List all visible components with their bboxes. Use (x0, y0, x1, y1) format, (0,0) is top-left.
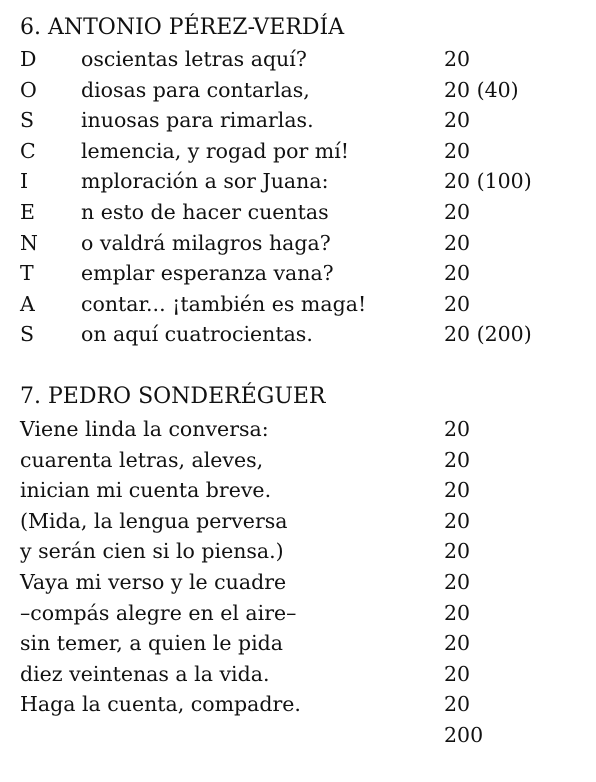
section-7-title: 7. PEDRO SONDERÉGUER (20, 384, 326, 409)
verse-text: contar... ¡también es maga! (81, 291, 367, 316)
letter-count: 20 (444, 508, 471, 533)
verse-text: inuosas para rimarlas. (81, 108, 314, 133)
letter-count: 20 (444, 261, 471, 286)
poem-line (20, 197, 580, 228)
section-7-poem (20, 414, 580, 751)
acrostic-initial: S (20, 322, 35, 347)
acrostic-initial: D (20, 47, 37, 71)
letter-count: 20 (200) (444, 322, 532, 347)
verse-text: o valdrá milagros haga? (81, 230, 331, 255)
acrostic-initial: A (20, 291, 35, 316)
acrostic-initial: S (20, 108, 35, 133)
poem-line (20, 319, 580, 350)
poem-line (20, 506, 580, 537)
poem-line (20, 228, 580, 259)
letter-count: 20 (444, 600, 471, 625)
poem-line (20, 44, 580, 75)
verse-text: y serán cien si lo piensa.) (20, 539, 284, 564)
letter-count: 20 (100) (444, 169, 532, 194)
letter-count: 20 (444, 569, 471, 594)
section-6-title: 6. ANTONIO PÉREZ-VERDÍA (20, 15, 345, 40)
verse-text: on aquí cuatrocientas. (81, 322, 313, 347)
letter-count: 20 (444, 230, 471, 255)
verse-text: lemencia, y rogad por mí! (81, 138, 349, 163)
poem-line (20, 289, 580, 320)
letter-count: 20 (444, 539, 471, 564)
poem-line (20, 166, 580, 197)
letter-count: 20 (444, 692, 471, 717)
letter-count: 20 (40) (444, 77, 519, 102)
verse-text: inician mi cuenta breve. (20, 478, 272, 503)
letter-count: 20 (444, 291, 471, 316)
acrostic-initial: T (20, 261, 34, 286)
poem-line (20, 105, 580, 136)
verse-text: Haga la cuenta, compadre. (20, 692, 301, 717)
verse-text: diez veintenas a la vida. (20, 661, 270, 686)
poem-line (20, 536, 580, 567)
verse-text: sin temer, a quien le pida (20, 631, 284, 656)
poem-line (20, 628, 580, 659)
acrostic-initial: O (20, 77, 37, 102)
poem-line (20, 659, 580, 690)
total-row (20, 720, 580, 751)
poem-line (20, 598, 580, 629)
verse-text: Viene linda la conversa: (20, 417, 269, 441)
poem-line (20, 258, 580, 289)
letter-count: 20 (444, 478, 471, 503)
letter-count: 20 (444, 199, 471, 224)
poem-line (20, 136, 580, 167)
poem-line (20, 75, 580, 106)
letter-count: 20 (444, 447, 471, 472)
letter-count: 20 (444, 108, 471, 133)
poem-line (20, 414, 580, 445)
acrostic-initial: C (20, 138, 36, 163)
letter-count: 20 (444, 661, 471, 686)
poem-line (20, 475, 580, 506)
letter-count: 20 (444, 138, 471, 163)
verse-text: diosas para contarlas, (81, 77, 310, 102)
verse-text: cuarenta letras, aleves, (20, 447, 264, 472)
acrostic-initial: N (20, 230, 38, 255)
verse-text: emplar esperanza vana? (81, 261, 334, 286)
acrostic-initial: I (20, 169, 29, 194)
acrostic-initial: E (20, 199, 35, 224)
verse-text: Vaya mi verso y le cuadre (20, 569, 287, 594)
verse-text: oscientas letras aquí? (81, 47, 307, 71)
verse-text: –compás alegre en el aire– (20, 600, 297, 625)
poem-line (20, 445, 580, 476)
letter-count: 20 (444, 47, 471, 71)
poem-line (20, 689, 580, 720)
letter-count: 20 (444, 631, 471, 656)
verse-text: mploración a sor Juana: (81, 169, 329, 194)
section-6-poem (20, 44, 580, 350)
letter-count: 20 (444, 417, 471, 441)
total-count: 200 (444, 722, 484, 747)
poem-line (20, 567, 580, 598)
verse-text: (Mida, la lengua perversa (20, 508, 288, 533)
verse-text: n esto de hacer cuentas (81, 199, 329, 224)
